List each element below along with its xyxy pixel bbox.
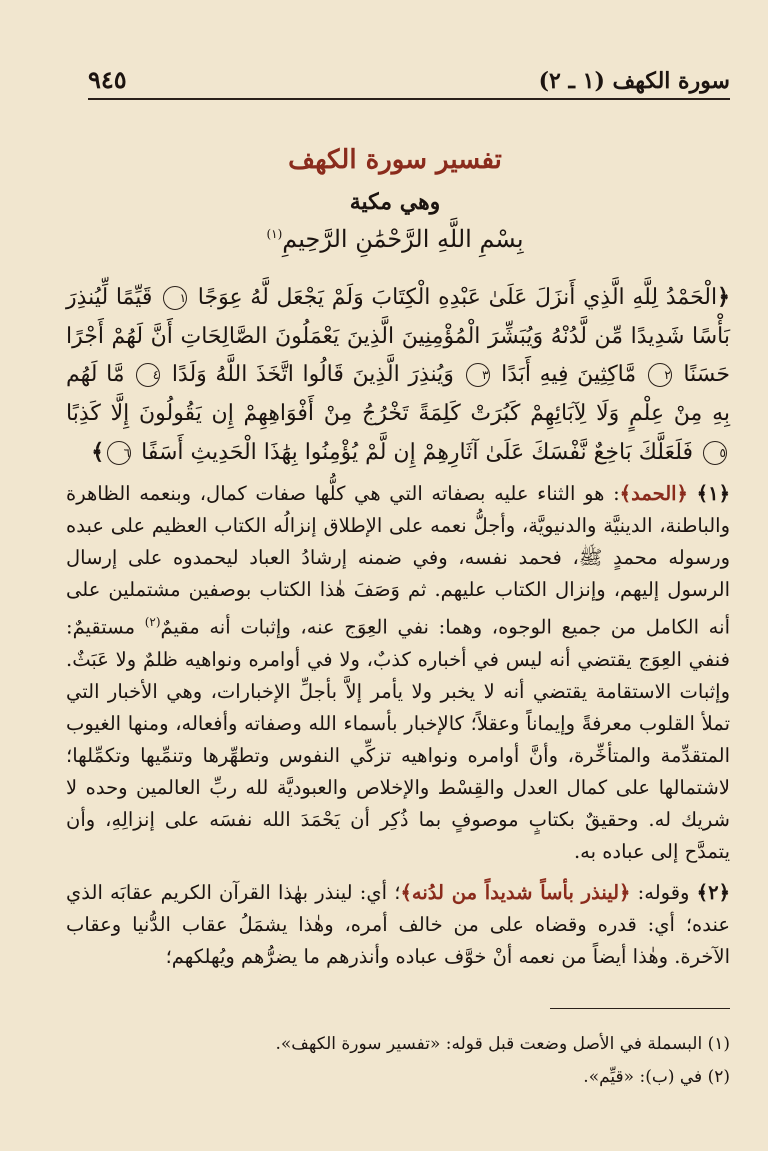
verse-ref-2: ﴿٢﴾ bbox=[696, 880, 730, 904]
commentary-text-1b: مستقيمٌ: فنفي العِوَج يقتضي أنه ليس في أخباره كذبٌ، ولا في أوامره ونواهيه ظلمٌ ولا عَبَثٌ. وإثبات الاستقامة يقتضي أنه لا يخبر ولا يأمر إلاَّ بأجلِّ الإخبارات، وهي الأخبار التي تملأ القلوب معرفةً وإيماناً وعقلاً؛ كالإخبار بأسماء الله وصفاته وأفعاله، ومنها الغيوب المتقدِّمة والمتأخِّرة، وأنَّ أوامره ونواهيه تزكِّي النفوس وتطهِّرها وتنمِّيها وتكمِّلها؛ لاشتمالها على كمال العدل والقِسْط والإخلاص والعبوديَّة لله ربِّ العالمين وحده لا شريك له. وحقيقٌ بكتابٍ موصوفٍ بما ذُكِر أن يَحْمَدَ الله نفسَه على إنزالِهِ، وأن يتمدَّح إلى عباده به. bbox=[66, 615, 730, 863]
basmala bbox=[60, 225, 730, 253]
basmala-footnote-marker: (١) bbox=[266, 227, 283, 241]
verse-number-3: ٣ bbox=[466, 363, 490, 387]
verse-4: وَيُنذِرَ الَّذِينَ قَالُوا اتَّخَذَ اللَّهُ وَلَدًا bbox=[171, 362, 454, 387]
verse-number-2: ٢ bbox=[648, 363, 672, 387]
running-title: سورة الكهف (١ ـ ٢) bbox=[538, 68, 730, 94]
footnote-separator bbox=[550, 1008, 730, 1009]
verse-number-1: ١ bbox=[163, 286, 187, 310]
verse-2: قَيِّمًا لِّيُنذِرَ بَأْسًا شَدِيدًا مِّن لَّدُنْهُ وَيُبَشِّرَ الْمُؤْمِنِينَ الَّذِينَ يَعْمَلُونَ الصَّالِحَاتِ أَنَّ لَهُمْ أَجْرًا حَسَنًا bbox=[66, 285, 730, 387]
commentary-lead-2: وقوله: bbox=[630, 880, 697, 904]
basmala-text: بِسْمِ اللَّهِ الرَّحْمَٰنِ الرَّحِيمِ bbox=[282, 225, 524, 253]
verse-ref-1: ﴿١﴾ bbox=[696, 482, 731, 505]
verse-number-6: ٦ bbox=[107, 441, 131, 465]
tafsir-commentary bbox=[66, 478, 730, 973]
verse-number-5: ٥ bbox=[703, 441, 727, 465]
verse-5: مَّا لَهُم بِهِ مِنْ عِلْمٍ وَلَا لِآبَائِهِمْ كَبُرَتْ كَلِمَةً تَخْرُجُ مِنْ أَفْوَاهِهِمْ إِن يَقُولُونَ إِلَّا كَذِبًا bbox=[66, 362, 730, 426]
footnotes bbox=[66, 1028, 730, 1094]
quran-verses bbox=[66, 278, 730, 473]
surah-title: تفسير سورة الكهف bbox=[288, 145, 502, 175]
commentary-text-1a: : هو الثناء عليه بصفاته التي هي كلُّها صفات كمال، وبنعمه الظاهرة والباطنة، الدينيَّة والدنيويَّة، وأجلُّ نعمه على الإطلاق إنزالُه الكتاب العظيم على عبده ورسوله محمدٍ ﷺ، فحمد نفسه، وفي ضمنه إرشادُ العباد ليحمدوه على إرسال الرسول إليهم، وإنزال الكتاب عليهم. ثم وَصَفَ هٰذا الكتاب بوصفين مشتملين على أنه الكامل من جميع الوجوه، وهما: نفي العِوَج عنه، وإثبات أنه مقيمٌ bbox=[66, 482, 730, 639]
verse-number-4: ٤ bbox=[136, 363, 160, 387]
footnote-2: (٢) في (ب): «قيِّم». bbox=[583, 1067, 730, 1087]
surah-heading bbox=[60, 145, 730, 253]
highlight-quote-verse-2: ﴿لينذر بأساً شديداً من لدُنه﴾ bbox=[400, 880, 631, 904]
highlight-word-alhamd: ﴿الحمد﴾ bbox=[619, 482, 688, 505]
commentary-text-2: ؛ أي: لينذر بهٰذا القرآن الكريم عقابَه الذي عنده؛ أي: قدره وقضاه على من خالف أمره، وهٰذا يشمَلُ عقاب الدُّنيا وعقاب الآخرة. وهٰذا أيضاً من نعمه أنْ خوَّف عباده وأنذرهم ما يضرُّهم ويُهلكهم؛ bbox=[66, 880, 730, 968]
surah-subtitle: وهي مكية bbox=[349, 189, 441, 215]
open-ornate-bracket: ﴿ bbox=[717, 284, 730, 310]
header-rule bbox=[88, 98, 730, 100]
verse-6: فَلَعَلَّكَ بَاخِعٌ نَّفْسَكَ عَلَىٰ آثَارِهِمْ إِن لَّمْ يُؤْمِنُوا بِهَٰذَا الْحَدِيثِ أَسَفًا bbox=[141, 440, 693, 465]
page-number: ٩٤٥ bbox=[88, 65, 127, 94]
footnote-1: (١) البسملة في الأصل وضعت قبل قوله: «تفسير سورة الكهف». bbox=[275, 1034, 730, 1054]
verse-1: الْحَمْدُ لِلَّهِ الَّذِي أَنزَلَ عَلَىٰ عَبْدِهِ الْكِتَابَ وَلَمْ يَجْعَل لَّهُ عِوَجًا bbox=[197, 285, 718, 310]
page-header bbox=[88, 58, 730, 98]
close-ornate-bracket: ﴾ bbox=[91, 439, 105, 465]
footnote-marker-2: (٢) bbox=[144, 615, 161, 629]
verse-3: مَّاكِثِينَ فِيهِ أَبَدًا bbox=[501, 362, 637, 387]
commentary-paragraph-1 bbox=[66, 478, 730, 868]
commentary-paragraph-2 bbox=[66, 877, 730, 973]
